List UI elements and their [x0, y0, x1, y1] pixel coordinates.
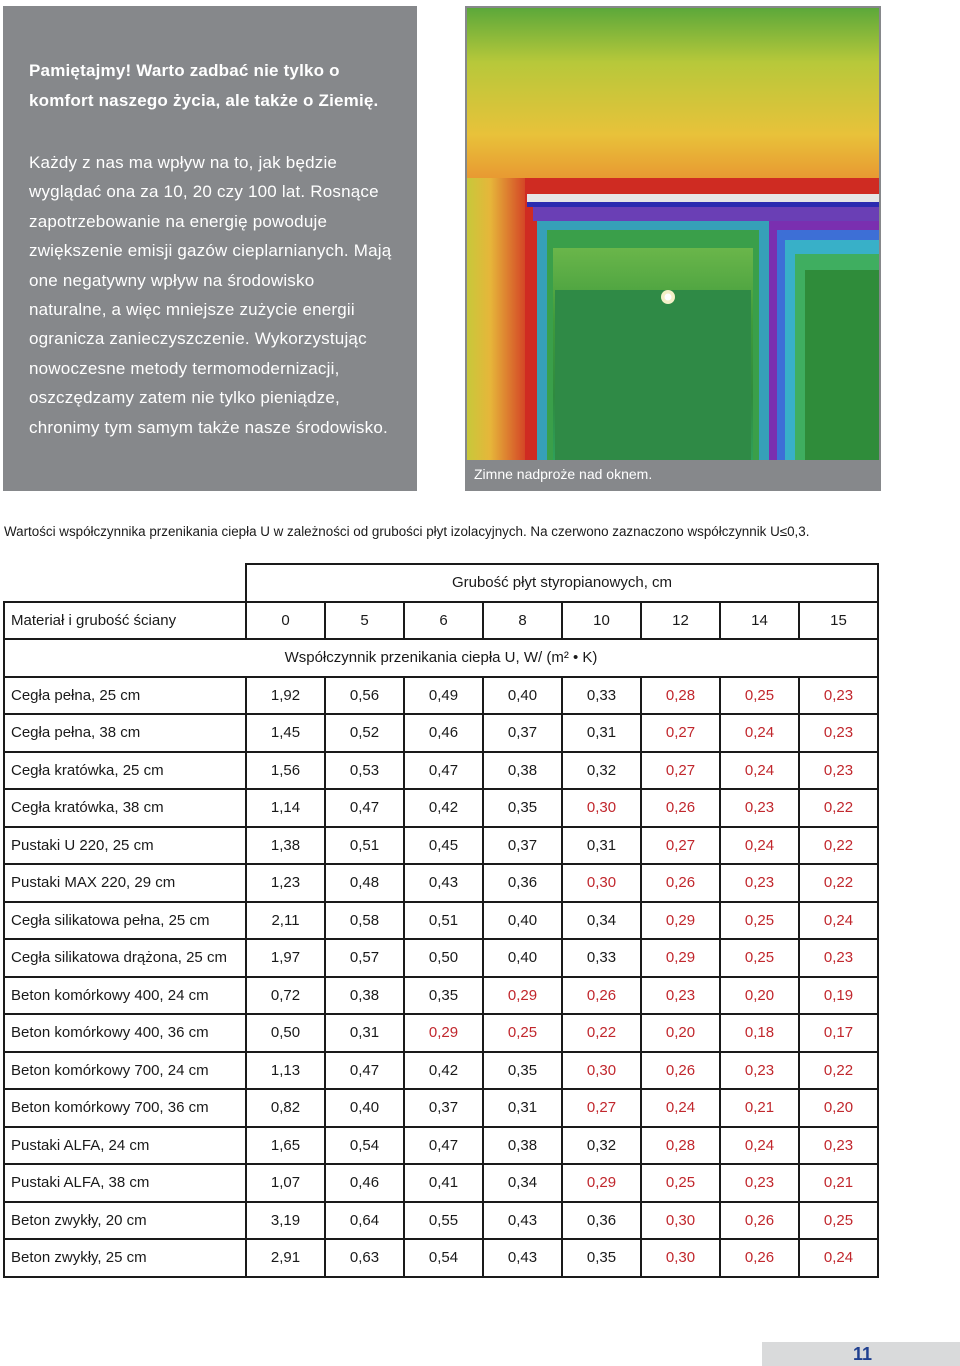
u-value-cell: 0,20 — [720, 977, 799, 1015]
u-value-cell: 0,19 — [799, 977, 878, 1015]
u-value-cell: 0,72 — [246, 977, 325, 1015]
u-value-cell: 0,23 — [799, 714, 878, 752]
u-value-cell: 0,27 — [562, 1089, 641, 1127]
u-value-cell: 0,29 — [641, 902, 720, 940]
u-value-cell: 0,25 — [641, 1164, 720, 1202]
u-value-cell: 0,26 — [641, 864, 720, 902]
thermal-photo-frame — [465, 6, 881, 491]
u-value-cell: 1,07 — [246, 1164, 325, 1202]
u-value-cell: 0,64 — [325, 1202, 404, 1240]
intro-box — [3, 6, 417, 491]
u-value-cell: 0,17 — [799, 1014, 878, 1052]
u-value-cell: 0,21 — [799, 1164, 878, 1202]
material-cell: Cegła silikatowa drążona, 25 cm — [4, 939, 246, 977]
u-value-cell: 0,24 — [641, 1089, 720, 1127]
intro-lead: Pamiętajmy! Warto zadbać nie tylko o komfort naszego życia, ale także o Ziemię. — [29, 61, 379, 110]
u-value-cell: 0,24 — [799, 1239, 878, 1277]
u-value-cell: 0,42 — [404, 1052, 483, 1090]
u-value-cell: 0,49 — [404, 677, 483, 715]
u-value-cell: 0,23 — [720, 1164, 799, 1202]
table-row — [4, 1127, 878, 1165]
u-value-cell: 0,28 — [641, 677, 720, 715]
u-value-cell: 0,23 — [720, 789, 799, 827]
u-value-cell: 0,55 — [404, 1202, 483, 1240]
u-value-cell: 0,82 — [246, 1089, 325, 1127]
coefficient-header-row — [4, 639, 878, 677]
u-value-cell: 0,35 — [562, 1239, 641, 1277]
u-value-cell: 0,37 — [404, 1089, 483, 1127]
u-value-cell: 0,32 — [562, 752, 641, 790]
u-value-cell: 0,20 — [641, 1014, 720, 1052]
u-value-cell: 0,24 — [720, 714, 799, 752]
table-row — [4, 789, 878, 827]
u-value-cell: 0,30 — [562, 1052, 641, 1090]
u-value-cell: 1,38 — [246, 827, 325, 865]
u-value-cell: 0,22 — [562, 1014, 641, 1052]
u-value-cell: 0,30 — [641, 1239, 720, 1277]
u-value-cell: 0,20 — [799, 1089, 878, 1127]
thickness-cell: 14 — [720, 602, 799, 640]
u-value-cell: 0,25 — [720, 939, 799, 977]
page-number-bar — [762, 1342, 960, 1366]
u-value-cell: 0,26 — [720, 1239, 799, 1277]
u-value-cell: 2,91 — [246, 1239, 325, 1277]
u-value-cell: 0,25 — [799, 1202, 878, 1240]
material-header: Materiał i grubość ściany — [4, 602, 246, 640]
u-value-cell: 0,47 — [404, 1127, 483, 1165]
u-value-cell: 0,33 — [562, 677, 641, 715]
u-value-cell: 0,23 — [799, 752, 878, 790]
u-value-cell: 0,31 — [325, 1014, 404, 1052]
u-value-cell: 0,33 — [562, 939, 641, 977]
u-value-cell: 0,23 — [720, 1052, 799, 1090]
thickness-cell: 0 — [246, 602, 325, 640]
table-row — [4, 1164, 878, 1202]
u-value-cell: 0,18 — [720, 1014, 799, 1052]
material-cell: Beton komórkowy 400, 36 cm — [4, 1014, 246, 1052]
u-value-cell: 0,24 — [799, 902, 878, 940]
u-value-cell: 0,34 — [483, 1164, 562, 1202]
u-value-cell: 3,19 — [246, 1202, 325, 1240]
u-value-cell: 0,25 — [483, 1014, 562, 1052]
u-value-cell: 0,51 — [404, 902, 483, 940]
u-value-cell: 0,26 — [641, 789, 720, 827]
material-cell: Pustaki U 220, 25 cm — [4, 827, 246, 865]
table-note: Wartości współczynnika przenikania ciepła U w zależności od grubości płyt izolacyjnych. Na czerwono zaznaczono współczynnik U≤0,3. — [4, 524, 810, 539]
u-value-cell: 0,51 — [325, 827, 404, 865]
material-cell: Beton zwykły, 20 cm — [4, 1202, 246, 1240]
table-row — [4, 677, 878, 715]
u-value-cell: 0,29 — [562, 1164, 641, 1202]
material-header-row — [4, 602, 878, 640]
material-cell: Pustaki ALFA, 24 cm — [4, 1127, 246, 1165]
table-row — [4, 902, 878, 940]
u-value-cell: 0,27 — [641, 714, 720, 752]
u-coefficient-table — [3, 563, 879, 1278]
table-row — [4, 752, 878, 790]
u-value-cell: 0,23 — [799, 677, 878, 715]
photo-caption: Zimne nadproże nad oknem. — [474, 466, 653, 482]
u-value-cell: 0,34 — [562, 902, 641, 940]
u-value-cell: 0,43 — [483, 1202, 562, 1240]
u-value-cell: 0,41 — [404, 1164, 483, 1202]
u-value-cell: 0,54 — [325, 1127, 404, 1165]
u-value-cell: 0,29 — [404, 1014, 483, 1052]
u-value-cell: 0,22 — [799, 789, 878, 827]
u-value-cell: 0,47 — [404, 752, 483, 790]
u-value-cell: 0,32 — [562, 1127, 641, 1165]
u-value-cell: 0,37 — [483, 714, 562, 752]
u-value-cell: 0,23 — [720, 864, 799, 902]
intro-body: Każdy z nas ma wpływ na to, jak będzie wyglądać ona za 10, 20 czy 100 lat. Rosnące zapotrzebowanie na energię powoduje zwiększenie emisji gazów cieplarnianych. Mają one negatywny wpływ na środowisko naturalne, a więc mniejsze zużycie energii ogranicza zanieczyszczenie. Wykorzystując nowoczesne metody termomodernizacji, oszczędzamy zatem nie tylko pieniądze, chronimy tym samym także nasze środowisko. — [29, 153, 392, 437]
table-row — [4, 1239, 878, 1277]
material-cell: Beton komórkowy 700, 24 cm — [4, 1052, 246, 1090]
table-row — [4, 714, 878, 752]
u-value-cell: 1,13 — [246, 1052, 325, 1090]
u-value-cell: 0,54 — [404, 1239, 483, 1277]
material-cell: Beton komórkowy 400, 24 cm — [4, 977, 246, 1015]
thickness-cell: 5 — [325, 602, 404, 640]
u-value-cell: 0,26 — [562, 977, 641, 1015]
u-value-cell: 0,46 — [404, 714, 483, 752]
material-cell: Cegła silikatowa pełna, 25 cm — [4, 902, 246, 940]
u-value-cell: 1,92 — [246, 677, 325, 715]
thickness-cell: 6 — [404, 602, 483, 640]
u-value-cell: 0,30 — [562, 864, 641, 902]
u-value-cell: 0,29 — [483, 977, 562, 1015]
u-value-cell: 1,23 — [246, 864, 325, 902]
table-row — [4, 864, 878, 902]
table-row — [4, 939, 878, 977]
u-value-cell: 0,53 — [325, 752, 404, 790]
thickness-cell: 12 — [641, 602, 720, 640]
coefficient-header: Współczynnik przenikania ciepła U, W/ (m² • K) — [4, 639, 878, 677]
thickness-header-row — [4, 564, 878, 602]
thermal-image — [467, 8, 879, 460]
u-value-cell: 0,22 — [799, 1052, 878, 1090]
u-value-cell: 0,40 — [483, 677, 562, 715]
material-cell: Beton zwykły, 25 cm — [4, 1239, 246, 1277]
u-value-cell: 0,25 — [720, 677, 799, 715]
u-value-cell: 0,48 — [325, 864, 404, 902]
u-value-cell: 0,40 — [483, 939, 562, 977]
u-value-cell: 0,27 — [641, 752, 720, 790]
u-value-cell: 0,23 — [799, 1127, 878, 1165]
u-value-cell: 0,35 — [483, 789, 562, 827]
u-value-cell: 0,22 — [799, 864, 878, 902]
u-value-cell: 0,30 — [641, 1202, 720, 1240]
u-value-cell: 0,38 — [483, 752, 562, 790]
u-value-cell: 0,35 — [483, 1052, 562, 1090]
u-value-cell: 0,22 — [799, 827, 878, 865]
material-cell: Cegła kratówka, 25 cm — [4, 752, 246, 790]
u-value-cell: 0,43 — [404, 864, 483, 902]
u-value-cell: 0,38 — [325, 977, 404, 1015]
u-value-cell: 0,50 — [246, 1014, 325, 1052]
u-value-cell: 1,56 — [246, 752, 325, 790]
u-value-cell: 0,36 — [483, 864, 562, 902]
u-value-cell: 0,57 — [325, 939, 404, 977]
material-cell: Cegła pełna, 38 cm — [4, 714, 246, 752]
u-value-cell: 0,29 — [641, 939, 720, 977]
u-value-cell: 0,40 — [325, 1089, 404, 1127]
material-cell: Cegła kratówka, 38 cm — [4, 789, 246, 827]
thickness-cell: 10 — [562, 602, 641, 640]
page-number: 11 — [852, 1344, 872, 1364]
u-value-cell: 0,35 — [404, 977, 483, 1015]
blank-header-cell — [4, 564, 246, 602]
u-value-cell: 1,65 — [246, 1127, 325, 1165]
u-value-cell: 0,46 — [325, 1164, 404, 1202]
u-value-cell: 2,11 — [246, 902, 325, 940]
u-value-cell: 0,45 — [404, 827, 483, 865]
u-value-cell: 0,58 — [325, 902, 404, 940]
u-value-cell: 0,63 — [325, 1239, 404, 1277]
table-row — [4, 827, 878, 865]
u-value-cell: 0,23 — [799, 939, 878, 977]
u-value-cell: 0,36 — [562, 1202, 641, 1240]
u-value-cell: 0,30 — [562, 789, 641, 827]
u-value-cell: 0,52 — [325, 714, 404, 752]
u-value-cell: 0,24 — [720, 1127, 799, 1165]
u-value-cell: 0,24 — [720, 827, 799, 865]
u-value-cell: 0,23 — [641, 977, 720, 1015]
u-value-cell: 0,31 — [562, 714, 641, 752]
table-row — [4, 977, 878, 1015]
u-value-cell: 0,21 — [720, 1089, 799, 1127]
u-value-cell: 0,31 — [483, 1089, 562, 1127]
u-value-cell: 0,24 — [720, 752, 799, 790]
u-value-cell: 0,56 — [325, 677, 404, 715]
material-cell: Cegła pełna, 25 cm — [4, 677, 246, 715]
material-cell: Pustaki MAX 220, 29 cm — [4, 864, 246, 902]
u-value-cell: 1,14 — [246, 789, 325, 827]
thickness-header: Grubość płyt styropianowych, cm — [246, 564, 878, 602]
u-value-cell: 0,31 — [562, 827, 641, 865]
u-value-cell: 0,42 — [404, 789, 483, 827]
thickness-cell: 8 — [483, 602, 562, 640]
u-value-cell: 0,25 — [720, 902, 799, 940]
u-value-cell: 0,50 — [404, 939, 483, 977]
table-row — [4, 1014, 878, 1052]
table-row — [4, 1052, 878, 1090]
material-cell: Pustaki ALFA, 38 cm — [4, 1164, 246, 1202]
u-value-cell: 0,26 — [641, 1052, 720, 1090]
u-value-cell: 0,40 — [483, 902, 562, 940]
table-row — [4, 1202, 878, 1240]
material-cell: Beton komórkowy 700, 36 cm — [4, 1089, 246, 1127]
u-value-cell: 0,28 — [641, 1127, 720, 1165]
u-value-cell: 0,38 — [483, 1127, 562, 1165]
u-value-cell: 0,47 — [325, 789, 404, 827]
u-value-cell: 0,43 — [483, 1239, 562, 1277]
u-value-cell: 1,97 — [246, 939, 325, 977]
u-value-cell: 1,45 — [246, 714, 325, 752]
u-value-cell: 0,27 — [641, 827, 720, 865]
u-value-cell: 0,26 — [720, 1202, 799, 1240]
table-row — [4, 1089, 878, 1127]
u-value-cell: 0,37 — [483, 827, 562, 865]
thickness-cell: 15 — [799, 602, 878, 640]
u-value-cell: 0,47 — [325, 1052, 404, 1090]
